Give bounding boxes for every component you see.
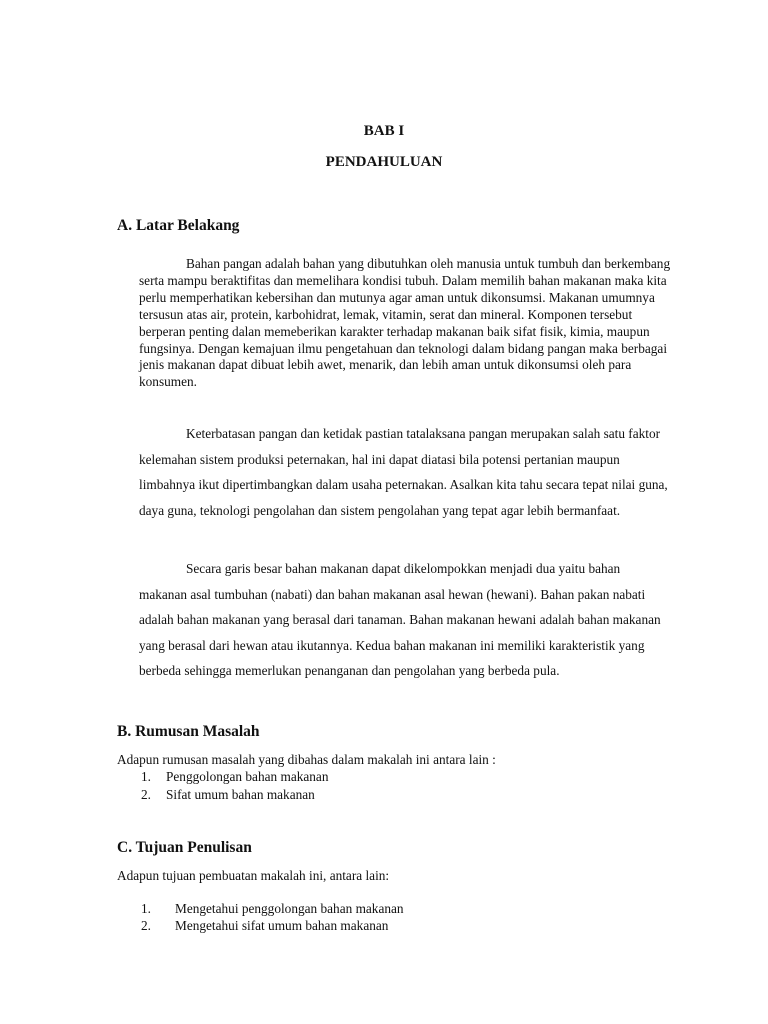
section-a-heading: A. Latar Belakang xyxy=(117,217,240,234)
list-item-number: 2. xyxy=(141,918,151,933)
list-item xyxy=(141,769,328,785)
list-item-text: Mengetahui sifat umum bahan makanan xyxy=(175,918,389,933)
list-item xyxy=(141,787,315,803)
section-b-heading: B. Rumusan Masalah xyxy=(117,723,260,740)
list-item xyxy=(141,918,388,934)
list-item-number: 1. xyxy=(141,901,151,916)
list-item-text: Penggolongan bahan makanan xyxy=(166,769,329,784)
list-item-text: Mengetahui penggolongan bahan makanan xyxy=(175,901,404,916)
list-item-number: 2. xyxy=(141,787,151,802)
section-b-intro: Adapun rumusan masalah yang dibahas dalam makalah ini antara lain : xyxy=(117,752,496,767)
section-a-paragraph-1: Bahan pangan adalah bahan yang dibutuhkan oleh manusia untuk tumbuh dan berkembang serta mampu beraktifitas dan memelihara kondisi tubuh. Dalam memilih bahan makanan maka kita perlu memperhatikan kebersihan dan mutunya agar aman untuk dikonsumsi. Makanan umumnya tersusun atas air, protein, karbohidrat, lemak, vitamin, serat dan mineral. Komponen tersebut berperan penting dalan memeberikan karakter terhadap makanan baik sifat fisik, kimia, maupun fungsinya. Dengan kemajuan ilmu pengetahuan dan teknologi dalam bidang pangan maka berbagai jenis makanan dapat dibuat lebih awet, menarik, dan lebih aman untuk dikonsumsi oleh para konsumen. xyxy=(139,256,671,390)
section-c-heading: C. Tujuan Penulisan xyxy=(117,839,252,856)
list-item xyxy=(141,901,404,917)
chapter-number: BAB I xyxy=(363,123,405,139)
section-a-paragraph-2: Keterbatasan pangan dan ketidak pastian tatalaksana pangan merupakan salah satu faktor kelemahan sistem produksi peternakan, hal ini dapat diatasi bila potensi pertanian maupun limbahnya ikut dipertimbangkan dalam usaha peternakan. Asalkan kita tahu secara tepat nilai guna, daya guna, teknologi pengolahan dan sistem pengolahan yang tepat agar lebih bermanfaat. xyxy=(139,426,668,518)
list-item-number: 1. xyxy=(141,769,151,784)
list-item-text: Sifat umum bahan makanan xyxy=(166,787,315,802)
section-c-intro: Adapun tujuan pembuatan makalah ini, antara lain: xyxy=(117,868,390,883)
section-a-paragraph-3: Secara garis besar bahan makanan dapat dikelompokkan menjadi dua yaitu bahan makanan asal tumbuhan (nabati) dan bahan makanan asal hewan (hewani). Bahan pakan nabati adalah bahan makanan yang berasal dari tanaman. Bahan makanan hewani adalah bahan makanan yang berasal dari hewan atau ikutannya. Kedua bahan makanan ini memiliki karakteristik yang berbeda sehingga memerlukan penanganan dan pengolahan yang berbeda pula. xyxy=(139,561,661,678)
chapter-title: PENDAHULUAN xyxy=(325,154,443,170)
